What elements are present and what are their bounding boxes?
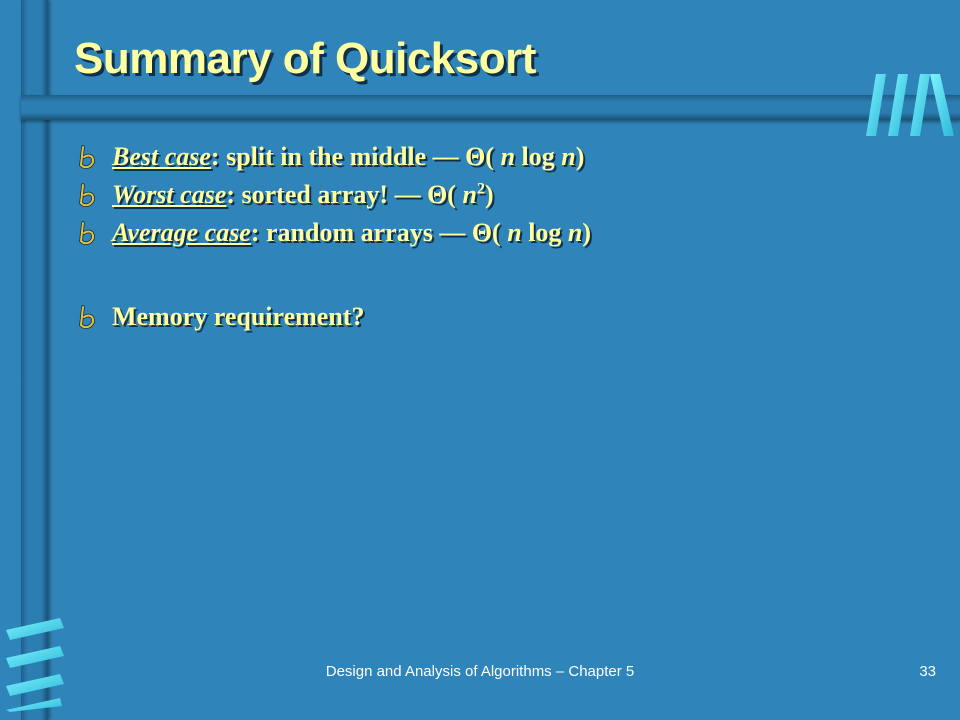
term-worst-case: Worst case — [112, 180, 227, 209]
b-bullet-icon — [76, 145, 98, 171]
slash-logo-icon — [0, 612, 70, 712]
b-bullet-icon — [76, 221, 98, 247]
b-bullet-icon — [76, 305, 98, 331]
slash-logo-icon — [858, 74, 958, 136]
horizontal-frame-bar — [21, 95, 960, 120]
bullet-list — [76, 138, 936, 336]
term-average-case: Average case — [112, 218, 251, 247]
bullet-memory-requirement: Memory requirement? — [76, 298, 936, 336]
b-bullet-icon — [76, 183, 98, 209]
slide-title: Summary of Quicksort — [74, 34, 536, 83]
bullet-worst-case: Worst case: sorted array! — Θ( $n^2$) — [76, 176, 936, 214]
term-best-case: Best case — [112, 142, 211, 171]
bullet-best-case: Best case: split in the middle — Θ( n log n) — [76, 138, 936, 176]
bullet-average-case: Average case: random arrays — Θ( n log n) — [76, 214, 936, 252]
slide-footer: Design and Analysis of Algorithms – Chapter 5 — [325, 663, 635, 680]
page-number: 33 — [919, 663, 936, 680]
